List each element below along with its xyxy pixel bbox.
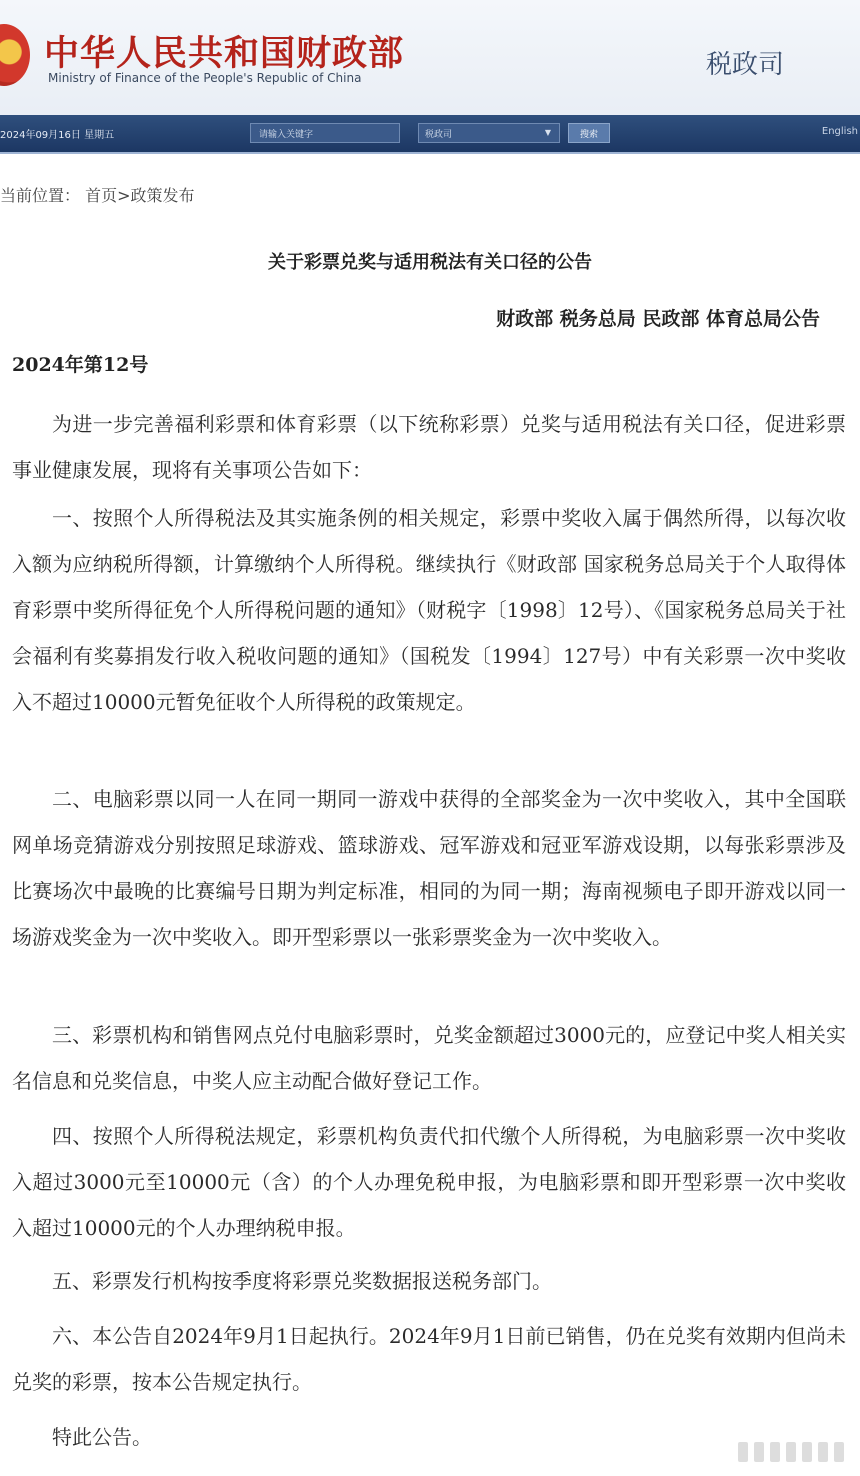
site-title[interactable]: 中华人民共和国财政部 — [44, 34, 405, 74]
site-subtitle: Ministry of Finance of the People's Republic of China — [48, 71, 362, 85]
paragraph-closing: 特此公告。 — [52, 1425, 152, 1449]
site-header — [0, 0, 860, 115]
search-button[interactable]: 搜索 — [568, 123, 610, 143]
watermark-bars-icon — [738, 1438, 848, 1466]
section-select-value: 税政司 — [425, 130, 453, 140]
nav-right-link[interactable]: English — [821, 126, 858, 137]
department-name[interactable]: 税政司 — [706, 50, 785, 80]
national-emblem-icon — [0, 24, 30, 86]
section-select[interactable] — [418, 123, 560, 143]
paragraph-6: 六、本公告自2024年9月1日起执行。2024年9月1日前已销售，仍在兑奖有效期内但尚未兑奖的彩票，按本公告规定执行。 — [12, 1324, 846, 1394]
nav-date: 2024年09月16日 星期五 — [0, 130, 115, 141]
paragraph-5: 五、彩票发行机构按季度将彩票兑奖数据报送税务部门。 — [52, 1269, 552, 1293]
paragraph-2: 二、电脑彩票以同一人在同一期同一游戏中获得的全部奖金为一次中奖收入，其中全国联网单场竞猜游戏分别按照足球游戏、篮球游戏、冠军游戏和冠亚军游戏设期，以每张彩票涉及比赛场次中最晚的比赛编号日期为判定标准，相同的为同一期；海南视频电子即开游戏以同一场游戏奖金为一次中奖收入。即开型彩票以一张彩票奖金为一次中奖收入。 — [12, 787, 846, 949]
chevron-down-icon: ▼ — [544, 128, 551, 137]
document-number: 2024年第12号 — [12, 354, 149, 376]
paragraph-1: 一、按照个人所得税法及其实施条例的相关规定，彩票中奖收入属于偶然所得，以每次收入额为应纳税所得额，计算缴纳个人所得税。继续执行《财政部 国家税务总局关于个人取得体育彩票中奖所得征免个人所得税问题的通知》（财税字〔1998〕12号）、《国家税务总局关于社会福利有奖募捐发行收入税收问题的通知》（国税发〔1994〕127号）中有关彩票一次中奖收入不超过10000元暂免征收个人所得税的政策规定。 — [12, 506, 846, 714]
search-input[interactable]: 请输入关键字 — [250, 123, 400, 143]
paragraph-3: 三、彩票机构和销售网点兑付电脑彩票时，兑奖金额超过3000元的，应登记中奖人相关实名信息和兑奖信息，中奖人应主动配合做好登记工作。 — [12, 1023, 846, 1093]
paragraph-4: 四、按照个人所得税法规定，彩票机构负责代扣代缴个人所得税，为电脑彩票一次中奖收入超过3000元至10000元（含）的个人办理免税申报，为电脑彩票和即开型彩票一次中奖收入超过10000元的个人办理纳税申报。 — [12, 1124, 846, 1240]
nav-bar — [0, 115, 860, 154]
paragraph-intro: 为进一步完善福利彩票和体育彩票（以下统称彩票）兑奖与适用税法有关口径，促进彩票事业健康发展，现将有关事项公告如下： — [12, 412, 846, 482]
document-issuer: 财政部 税务总局 民政部 体育总局公告 — [496, 308, 820, 330]
breadcrumb[interactable]: 当前位置： 首页>政策发布 — [0, 186, 195, 205]
document-title: 关于彩票兑奖与适用税法有关口径的公告 — [268, 252, 592, 273]
